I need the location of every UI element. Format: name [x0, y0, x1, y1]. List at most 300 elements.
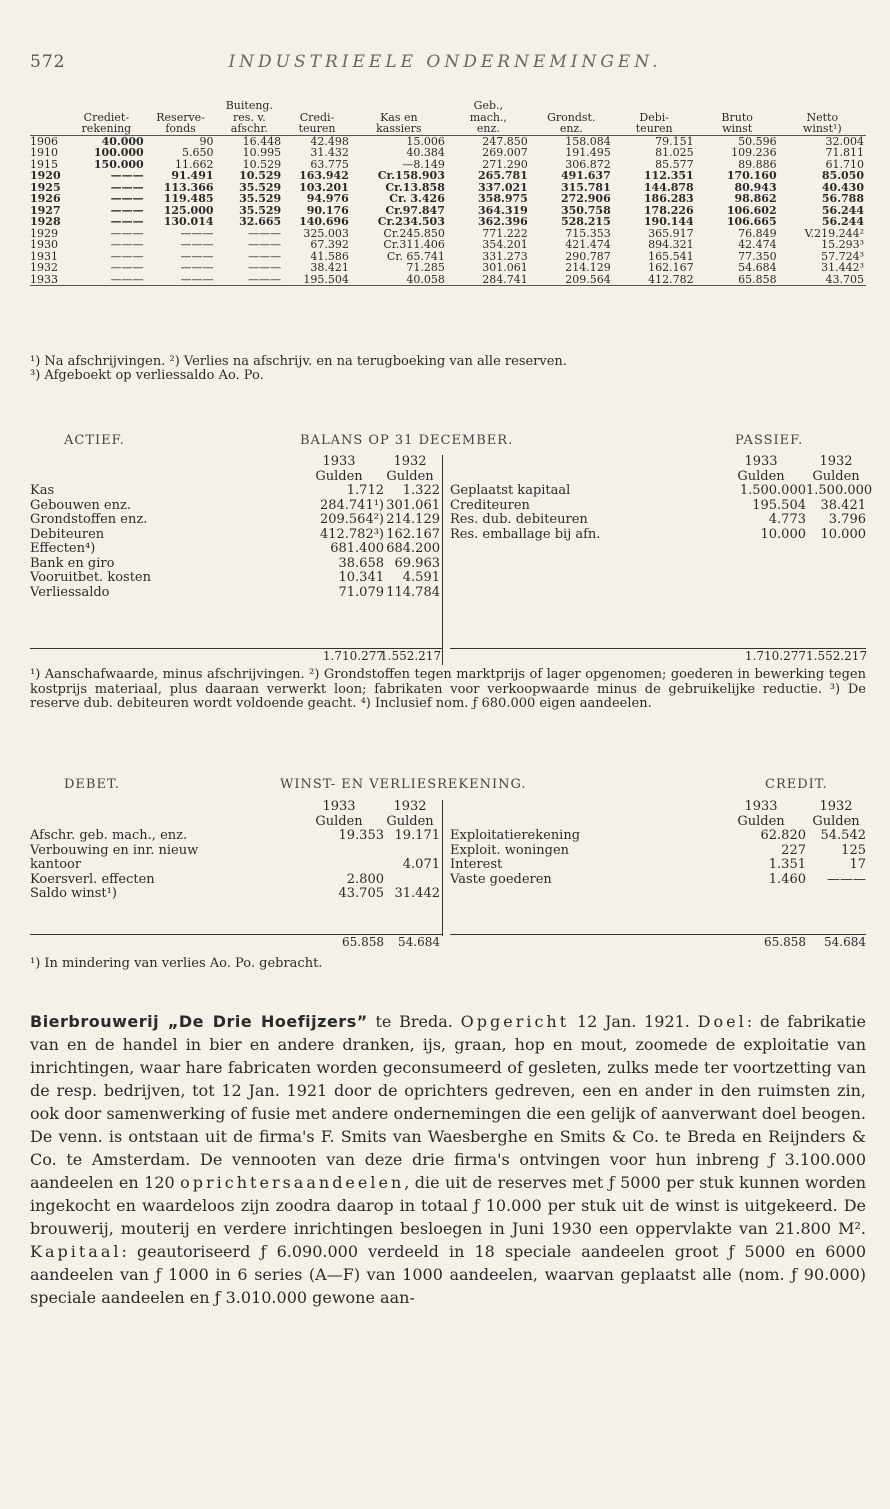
- history-value-cell: 364.319: [478, 203, 528, 217]
- pnl-center-title: WINST- EN VERLIESREKENING.: [280, 777, 527, 792]
- history-value-cell: 35.529: [239, 192, 282, 205]
- asset-row: [30, 513, 442, 528]
- history-value-cell: 209.564: [530, 274, 613, 286]
- history-value-cell: 71.285: [406, 261, 445, 274]
- history-header-row: [30, 100, 866, 112]
- history-value-cell: 43.705: [779, 274, 866, 286]
- asset-row-label: Verliessaldo: [30, 584, 110, 600]
- history-value-cell: 63.775: [310, 157, 349, 171]
- asset-row-label: Effecten⁴): [30, 541, 96, 556]
- history-header-cell: Bruto: [721, 110, 753, 124]
- asset-row-value-1932: 4.591: [402, 570, 440, 585]
- history-value-cell: 67.392: [310, 238, 349, 251]
- liability-row-value-1933: 4.773: [768, 512, 806, 527]
- debit-total-1932: 54.684: [398, 935, 440, 949]
- credit-row-label: Exploitatierekening: [450, 828, 581, 843]
- history-year-cell: 1933: [30, 274, 67, 286]
- history-value-cell: Cr.245.850: [383, 226, 445, 240]
- pnl-right-title: CREDIT.: [765, 777, 828, 792]
- history-value-cell: 894.321: [648, 238, 694, 251]
- history-value-cell: 165.541: [648, 249, 694, 263]
- history-value-cell: 144.878: [643, 180, 694, 194]
- history-value-cell: 191.495: [565, 146, 611, 159]
- liability-row-label: Res. dub. debiteuren: [450, 512, 588, 527]
- history-header-cell: [613, 100, 696, 112]
- history-footnotes: [30, 355, 870, 383]
- history-header-cell: [283, 100, 351, 112]
- profit-loss-account: [30, 800, 866, 936]
- history-value-cell: 94.976: [306, 192, 349, 205]
- liabilities-total-1932: 1.552.217: [806, 649, 868, 663]
- history-value-cell: 100.000: [93, 146, 144, 159]
- credit-row-value-1933: 227: [781, 842, 806, 858]
- liability-row-value-1932: 3.796: [828, 512, 866, 527]
- pnl-left-title: DEBET.: [64, 777, 120, 792]
- history-year-cell: 1925: [30, 180, 61, 194]
- history-value-cell: 81.025: [655, 146, 694, 159]
- history-value-cell: Cr.234.503: [377, 215, 445, 228]
- history-value-cell: 106.665: [726, 215, 777, 228]
- history-value-cell: 31.442³: [821, 261, 864, 274]
- liability-row-value-1933: 1.500.000: [739, 483, 806, 498]
- history-value-cell: 715.353: [565, 226, 611, 240]
- page-number: 572: [30, 52, 66, 72]
- history-value-cell: 10.995: [242, 146, 282, 159]
- history-header-row: [30, 123, 866, 135]
- debit-row: [30, 887, 442, 902]
- history-row: [30, 216, 866, 228]
- credit-row-label: Interest: [450, 857, 503, 872]
- history-value-cell: 106.602: [726, 203, 777, 217]
- debit-row-value-1932: 31.442: [394, 886, 440, 901]
- credit-row-value-1932: 125: [841, 842, 866, 858]
- doel-label: Doel: [697, 1012, 747, 1031]
- history-year-cell: 1926: [30, 192, 61, 205]
- history-value-cell: 162.167: [648, 261, 694, 274]
- history-header-cell: Geb.,: [473, 99, 503, 112]
- history-value-cell: 56.244: [821, 215, 864, 228]
- history-year-cell: 1930: [30, 238, 58, 251]
- history-value-cell: V.219.244²: [804, 226, 864, 240]
- history-header-cell: enz.: [447, 123, 530, 135]
- history-value-cell: 90: [199, 134, 214, 148]
- history-value-cell: Cr.311.406: [383, 238, 445, 251]
- history-year-cell: 1929: [30, 226, 58, 240]
- assets-column: [30, 455, 443, 665]
- asset-row-value-1933: 284.741¹): [319, 497, 384, 513]
- history-header-cell: enz.: [530, 123, 613, 135]
- credit-row-value-1933: 1.460: [768, 871, 806, 887]
- history-table: [30, 100, 866, 286]
- history-value-cell: 337.021: [478, 180, 528, 194]
- history-header-cell: [30, 112, 67, 124]
- asset-row: [30, 571, 442, 586]
- credit-row: [450, 844, 866, 859]
- liability-row-label: Geplaatst kapitaal: [450, 483, 571, 498]
- liability-row: [450, 528, 866, 543]
- credit-row-value-1933: 62.820: [760, 828, 806, 843]
- history-header-cell: [67, 100, 146, 112]
- history-value-cell: 98.862: [734, 192, 777, 205]
- asset-row: [30, 499, 442, 514]
- history-value-cell: 40.430: [821, 180, 864, 194]
- history-header-cell: winst: [696, 123, 779, 135]
- history-value-cell: 15.293³: [821, 238, 864, 251]
- history-value-cell: 61.710: [825, 157, 864, 171]
- debit-total-1933: 65.858: [342, 935, 384, 949]
- assets-total-1932: 1.552.217: [380, 649, 442, 663]
- history-value-cell: 112.351: [643, 169, 694, 182]
- history-value-cell: 32.665: [239, 215, 282, 228]
- history-value-cell: 186.283: [643, 192, 694, 205]
- history-value-cell: 31.432: [310, 146, 349, 159]
- asset-row: [30, 557, 442, 572]
- history-value-cell: 90.176: [306, 203, 349, 217]
- history-value-cell: 528.215: [560, 215, 611, 228]
- history-value-cell: 178.226: [643, 203, 694, 217]
- history-row: [30, 147, 866, 159]
- history-header-cell: [30, 123, 67, 135]
- company-description: Bierbrouwerij „De Drie Hoefijzers” te Breda. Opgericht 12 Jan. 1921. Doel: de fabrikatie van en de handel in bier en andere dranken, ijs, graan, hop en mout, zoomede de exploitatie van inrichtingen, waar hare fabricaten worden geconsumeerd of gesleten, zulks mede ter voortzetting van de resp. bedrijven, tot 12 Jan. 1921 door de oprichters gedreven, een en ander in den ruimsten zin, ook door samenwerking of fusie met andere ondernemingen die een gelijk of aanverwant doel beogen. De venn. is ontstaan uit de firma's F. Smits van Waesberghe en Smits & Co. te Breda en Reijnders & Co. te Amsterdam. De vennooten van deze drie firma's ontvingen voor hun inbreng ƒ 3.100.000 aandeelen en 120 oprichtersaandeelen, die uit de reserves met ƒ 5000 per stuk kunnen worden ingekocht en waardeloos zijn zoodra daarop in totaal ƒ 10.000 per stuk uit de winst is uitgekeerd. De brouwerij, mouterij en verdere inrichtingen besloegen in Juni 1930 een oppervlakte van 21.800 M². Kapitaal: geautoriseerd ƒ 6.090.000 verdeeld in 18 speciale aandeelen groot ƒ 5000 en 6000 aandeelen van ƒ 1000 in 6 series (A—F) van 1000 aandeelen, waarvan geplaatst alle (nom. ƒ 90.000) speciale aandeelen en ƒ 3.010.000 gewone aan-: [30, 1012, 867, 1307]
- history-header-cell: mach.,: [469, 110, 507, 124]
- history-value-cell: —8.149: [402, 157, 445, 171]
- history-value-cell: 40.000: [101, 134, 144, 148]
- history-value-cell: 214.129: [565, 261, 611, 274]
- history-value-cell: 140.696: [299, 215, 349, 228]
- history-value-cell: 35.529: [239, 180, 282, 194]
- history-value-cell: 421.474: [565, 238, 611, 251]
- history-header-cell: kassiers: [351, 123, 447, 135]
- history-header-cell: [30, 100, 67, 112]
- debit-row-value-1933: 19.353: [338, 828, 384, 843]
- balance-sheet: [30, 454, 873, 665]
- asset-row-value-1932: 162.167: [386, 526, 440, 542]
- history-header-cell: afschr.: [216, 123, 284, 135]
- history-year-cell: 1928: [30, 215, 61, 228]
- credit-row: [450, 829, 866, 844]
- asset-row-value-1933: 412.782³): [319, 526, 384, 542]
- history-row: [30, 193, 866, 205]
- history-row: [30, 274, 866, 286]
- history-value-cell: Cr.13.858: [385, 180, 445, 194]
- opgericht-label: Opgericht: [460, 1012, 570, 1031]
- debit-row-label: Verbouwing en inr. nieuw: [30, 842, 199, 858]
- history-value-cell: ———: [110, 169, 144, 182]
- history-header-cell: Reserve-: [156, 110, 205, 124]
- history-value-cell: 79.151: [655, 134, 694, 148]
- asset-row-label: Vooruitbet. kosten: [30, 570, 151, 585]
- history-value-cell: 272.906: [560, 192, 611, 205]
- liability-row-value-1932: 10.000: [820, 526, 866, 542]
- asset-row-value-1933: 10.341: [338, 570, 384, 585]
- history-header-cell: Netto: [806, 110, 839, 124]
- assets-total-1933: 1.710.277: [322, 649, 384, 663]
- liabilities-total-1933: 1.710.277: [744, 649, 806, 663]
- history-value-cell: 362.396: [478, 215, 528, 228]
- history-value-cell: 42.498: [310, 134, 349, 148]
- history-value-cell: 271.290: [482, 157, 528, 171]
- credit-row: [450, 858, 866, 873]
- asset-row: [30, 528, 442, 543]
- running-title: INDUSTRIEELE ONDERNEMINGEN.: [228, 52, 662, 72]
- history-value-cell: ———: [110, 203, 144, 217]
- asset-row: [30, 542, 442, 557]
- history-header-cell: [351, 100, 447, 112]
- history-value-cell: 150.000: [93, 157, 144, 171]
- history-row: [30, 239, 866, 251]
- history-value-cell: 56.244: [821, 203, 864, 217]
- firm-name: Bierbrouwerij „De Drie Hoefijzers”: [30, 1012, 368, 1031]
- history-row: [30, 170, 866, 182]
- debit-row: [30, 873, 442, 888]
- history-value-cell: ———: [110, 226, 144, 240]
- debit-row-label: kantoor: [30, 857, 82, 872]
- history-value-cell: ———: [110, 249, 144, 263]
- history-value-cell: 56.788: [821, 192, 864, 205]
- credit-column: 1933 1932 Gulden Gulden Exploitatierekening 62.820 54.542 Exploit. woningen 227 125 Interest 1.351 17 Vaste goederen 1.460 ———: [450, 799, 866, 887]
- history-value-cell: ———: [180, 238, 214, 251]
- history-value-cell: 170.160: [726, 169, 777, 182]
- history-header-cell: Kas en: [380, 110, 418, 124]
- history-value-cell: 265.781: [478, 169, 528, 182]
- history-value-cell: 42.474: [738, 238, 777, 251]
- history-header-cell: winst¹): [779, 123, 866, 135]
- history-value-cell: 412.782: [613, 274, 696, 286]
- asset-row: [30, 586, 442, 601]
- liabilities-column: [450, 454, 873, 665]
- history-value-cell: 130.014: [163, 215, 214, 228]
- assets-unit-header: Gulden Gulden: [315, 468, 434, 484]
- asset-row-label: Gebouwen enz.: [30, 497, 131, 513]
- history-value-cell: 358.975: [478, 192, 528, 205]
- liability-row-value-1932: 38.421: [820, 497, 866, 513]
- asset-row: [30, 484, 442, 499]
- history-value-cell: 50.596: [738, 134, 777, 148]
- debit-row-label: Saldo winst¹): [30, 886, 117, 901]
- history-value-cell: ———: [110, 238, 144, 251]
- debit-row-label: Koersverl. effecten: [30, 871, 155, 887]
- history-value-cell: 40.384: [406, 146, 445, 159]
- history-value-cell: 350.758: [560, 203, 611, 217]
- history-value-cell: 89.886: [738, 157, 777, 171]
- kapitaal-label: Kapitaal: [30, 1242, 122, 1261]
- history-value-cell: 315.781: [560, 180, 611, 194]
- history-value-cell: ———: [180, 249, 214, 263]
- history-year-cell: 1932: [30, 261, 58, 274]
- history-year-cell: 1931: [30, 249, 58, 263]
- asset-row-value-1932: 114.784: [386, 584, 440, 600]
- history-header-cell: [779, 100, 866, 112]
- history-value-cell: 195.504: [283, 274, 351, 286]
- history-value-cell: 11.662: [175, 157, 214, 171]
- history-value-cell: Cr. 3.426: [389, 192, 445, 205]
- history-row: [30, 262, 866, 274]
- history-value-cell: ———: [216, 274, 284, 286]
- history-header-cell: Buiteng.: [225, 99, 273, 112]
- credit-row-value-1932: ———: [827, 871, 866, 887]
- credit-row-label: Vaste goederen: [450, 871, 552, 887]
- asset-row-value-1933: 681.400: [330, 541, 384, 556]
- history-header-cell: Grondst.: [547, 110, 596, 124]
- history-value-cell: 38.421: [310, 261, 349, 274]
- history-year-cell: 1906: [30, 134, 58, 148]
- history-value-cell: 85.577: [655, 157, 694, 171]
- history-header-cell: res. v.: [232, 110, 266, 124]
- liability-row: [450, 513, 866, 528]
- history-value-cell: 15.006: [406, 134, 445, 148]
- page-header: [30, 52, 860, 74]
- history-header-cell: [146, 100, 216, 112]
- liability-row: [450, 483, 873, 499]
- history-value-cell: 80.943: [734, 180, 777, 194]
- liability-row-label: Res. emballage bij afn.: [450, 526, 601, 542]
- credit-row-value-1933: 1.351: [768, 857, 806, 872]
- credit-total-1932: 54.684: [824, 935, 866, 949]
- history-value-cell: 40.058: [351, 274, 447, 286]
- history-value-cell: 284.741: [447, 274, 530, 286]
- credit-row-value-1932: 17: [849, 857, 866, 872]
- history-value-cell: 306.872: [565, 157, 611, 171]
- asset-row-value-1932: 214.129: [386, 512, 440, 527]
- asset-row-value-1932: 1.322: [402, 483, 440, 498]
- history-header-cell: teuren: [613, 123, 696, 135]
- asset-row-value-1932: 684.200: [386, 541, 440, 556]
- history-value-cell: 331.273: [482, 249, 528, 263]
- history-value-cell: 491.637: [560, 169, 611, 182]
- history-value-cell: 325.003: [303, 226, 349, 240]
- balance-footnotes: ¹) Aanschafwaarde, minus afschrijvingen. ²) Grondstoffen tegen marktprijs of lager opgenomen; goederen in bewerking tegen kostprijs materiaal, plus daaraan verwerkt loon; fabrikaten voor verkoopwaarde minus de gebruikelijke reductie. ³) De reserve dub. debiteuren wordt voldoende geacht. ⁴) Inclusief nom. ƒ 680.000 eigen aandeelen.: [30, 667, 866, 711]
- asset-row-value-1933: 209.564²): [319, 512, 384, 527]
- balance-center-title: BALANS OP 31 DECEMBER.: [300, 433, 514, 448]
- history-year-cell: 1915: [30, 157, 58, 171]
- history-value-cell: Cr. 65.741: [386, 249, 445, 263]
- history-value-cell: 365.917: [648, 226, 694, 240]
- history-header-cell: [696, 100, 779, 112]
- history-value-cell: 125.000: [163, 203, 214, 217]
- asset-row-value-1932: 69.963: [394, 555, 440, 571]
- history-value-cell: 57.724³: [821, 249, 864, 263]
- debit-row-value-1932: 4.071: [402, 857, 440, 872]
- history-value-cell: Cr.97.847: [385, 203, 445, 217]
- balance-totals: [30, 648, 866, 668]
- history-value-cell: 41.586: [310, 249, 349, 263]
- asset-row-value-1933: 71.079: [338, 584, 384, 600]
- pnl-footnote: ¹) In mindering van verlies Ao. Po. gebracht.: [30, 956, 323, 971]
- liability-row-value-1933: 195.504: [752, 497, 806, 513]
- history-value-cell: 71.811: [825, 146, 864, 159]
- history-value-cell: 16.448: [242, 134, 282, 148]
- history-value-cell: 158.084: [565, 134, 611, 148]
- history-value-cell: 54.684: [738, 261, 777, 274]
- history-value-cell: ———: [248, 226, 282, 240]
- asset-row-label: Kas: [30, 483, 55, 498]
- oprichters-label: oprichtersaandeelen: [180, 1173, 405, 1192]
- history-value-cell: 269.007: [482, 146, 528, 159]
- asset-row-label: Grondstoffen enz.: [30, 512, 148, 527]
- history-value-cell: 65.858: [696, 274, 779, 286]
- history-value-cell: 32.004: [825, 134, 864, 148]
- debit-row-value-1932: 19.171: [394, 828, 440, 843]
- history-header-cell: rekening: [67, 123, 146, 135]
- history-header-cell: Debi-: [639, 110, 669, 124]
- history-value-cell: 5.650: [182, 146, 214, 159]
- liabilities-unit-header: Gulden Gulden: [737, 468, 860, 484]
- history-footnote-1: ¹) Na afschrijvingen. ²) Verlies na afschrijv. en na terugboeking van alle reserven.: [30, 354, 567, 369]
- balance-left-title: ACTIEF.: [64, 433, 125, 448]
- asset-row-value-1932: 301.061: [386, 497, 440, 513]
- history-footnote-2: ³) Afgeboekt op verliessaldo Ao. Po.: [30, 368, 264, 383]
- history-value-cell: ———: [248, 238, 282, 251]
- history-value-cell: ———: [67, 274, 146, 286]
- history-header-cell: Credi-: [299, 110, 335, 124]
- history-value-cell: 247.850: [482, 134, 528, 148]
- history-value-cell: 771.222: [482, 226, 528, 240]
- history-header-cell: teuren: [283, 123, 351, 135]
- history-value-cell: 85.050: [821, 169, 864, 182]
- history-year-cell: 1910: [30, 146, 58, 159]
- debit-row-label: Afschr. geb. mach., enz.: [30, 828, 188, 843]
- asset-row-label: Bank en giro: [30, 555, 115, 571]
- asset-row-value-1933: 1.712: [346, 483, 384, 498]
- history-value-cell: 77.350: [738, 249, 777, 263]
- history-header-cell: Crediet-: [83, 110, 130, 124]
- credit-row-label: Exploit. woningen: [450, 842, 570, 858]
- history-value-cell: Cr.158.903: [377, 169, 445, 182]
- liability-row-label: Crediteuren: [450, 497, 530, 513]
- history-value-cell: 119.485: [163, 192, 214, 205]
- history-value-cell: 35.529: [239, 203, 282, 217]
- history-value-cell: ———: [248, 261, 282, 274]
- asset-row-value-1933: 38.658: [338, 555, 384, 571]
- liability-row-value-1933: 10.000: [760, 526, 806, 542]
- liabilities-year-header: 1933 1932: [744, 454, 853, 469]
- credit-row-value-1932: 54.542: [820, 828, 866, 843]
- history-value-cell: 10.529: [242, 157, 282, 171]
- history-value-cell: ———: [110, 180, 144, 194]
- balance-right-title: PASSIEF.: [735, 433, 804, 448]
- history-value-cell: 76.849: [738, 226, 777, 240]
- history-value-cell: 91.491: [171, 169, 214, 182]
- debit-row: [30, 829, 442, 844]
- history-value-cell: ———: [110, 261, 144, 274]
- history-value-cell: 190.144: [643, 215, 694, 228]
- liability-row: [450, 499, 866, 514]
- debit-row-value-1933: 43.705: [338, 886, 384, 901]
- debit-row: [30, 844, 442, 859]
- credit-total-1933: 65.858: [764, 935, 806, 949]
- history-value-cell: 301.061: [482, 261, 528, 274]
- history-value-cell: ———: [110, 215, 144, 228]
- history-value-cell: ———: [180, 261, 214, 274]
- history-year-cell: 1920: [30, 169, 61, 182]
- debit-column: 1933 1932 Gulden Gulden Afschr. geb. mach., enz. 19.353 19.171 Verbouwing en inr. nieuw kantoor 4.071 Koersverl. effecten 2.800 Saldo winst¹) 43.705 31.442: [30, 800, 443, 936]
- history-value-cell: 10.529: [239, 169, 282, 182]
- liability-row-value-1932: 1.500.000: [806, 483, 873, 498]
- history-value-cell: ———: [180, 226, 214, 240]
- debit-row: [30, 858, 442, 873]
- history-value-cell: ———: [146, 274, 216, 286]
- history-header-cell: fonds: [146, 123, 216, 135]
- history-value-cell: 113.366: [163, 180, 214, 194]
- debit-row-value-1933: 2.800: [346, 871, 384, 887]
- history-value-cell: ———: [248, 249, 282, 263]
- history-year-cell: 1927: [30, 203, 61, 217]
- history-value-cell: 163.942: [299, 169, 349, 182]
- history-value-cell: 103.201: [299, 180, 349, 194]
- history-value-cell: 109.236: [731, 146, 777, 159]
- pnl-totals: [30, 934, 866, 954]
- assets-year-header: 1933 1932: [322, 454, 427, 469]
